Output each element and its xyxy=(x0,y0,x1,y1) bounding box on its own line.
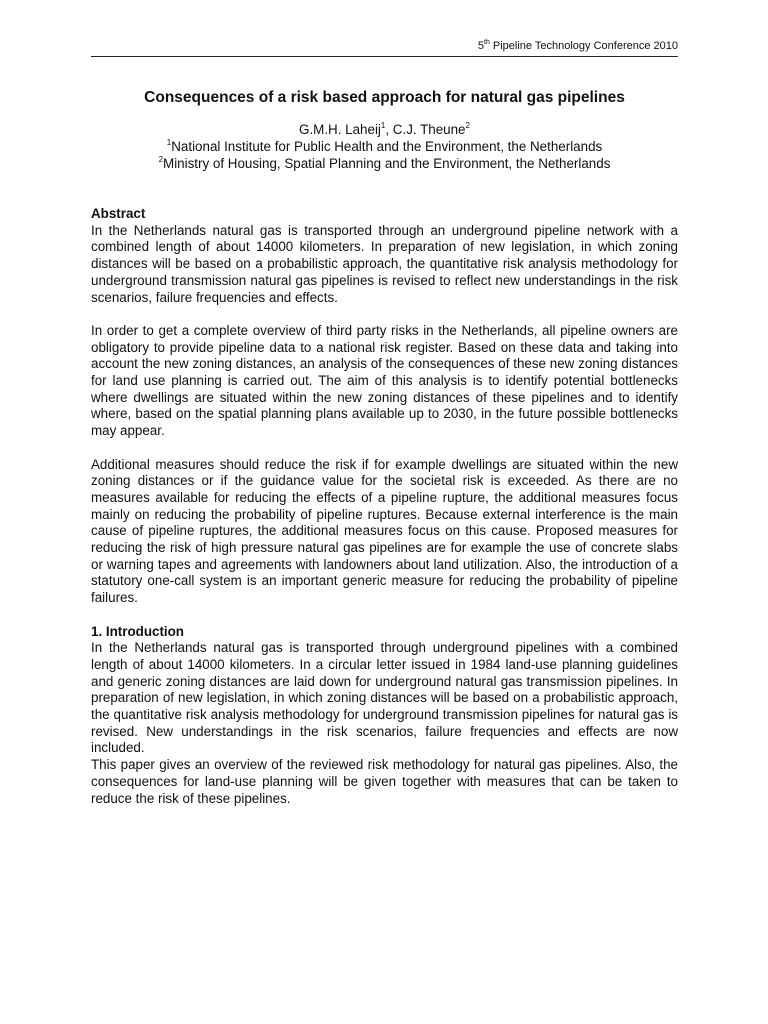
conference-ordinal: th xyxy=(484,39,490,46)
header-rule xyxy=(91,56,678,57)
author-1-affiliation-mark: 1 xyxy=(380,121,386,130)
introduction-heading: 1. Introduction xyxy=(91,623,184,639)
abstract-heading: Abstract xyxy=(91,206,146,221)
introduction-paragraph-1: In the Netherlands natural gas is transported through underground pipelines with a combined length of about 14000 kilometers. In a circular letter issued in 1984 land-use planning guidelines and generic zoning distances are laid down for underground natural gas transmission pipelines. In preparation of new legislation, in which zoning distances will be based on a probabilistic approach, the quantitative risk analysis methodology for underground transmission pipelines for natural gas is revised. New understandings in the risk scenarios, failure frequencies and effects are now included. xyxy=(91,640,678,756)
affiliation-1-text: National Institute for Public Health and the Environment, the Netherlands xyxy=(171,139,603,154)
conference-name: Pipeline Technology Conference 2010 xyxy=(489,40,678,52)
introduction-paragraph-2: This paper gives an overview of the reviewed risk methodology for natural gas pipelines. Also, the consequences for land-use planning will be given together with measures that can be taken to reduce the risk of these pipelines. xyxy=(91,757,678,806)
paper-title: Consequences of a risk based approach for natural gas pipelines xyxy=(144,89,625,106)
conference-number: 5 xyxy=(477,40,484,52)
affiliation-2-text: Ministry of Housing, Spatial Planning and the Environment, the Netherlands xyxy=(163,156,611,171)
affiliation-1-mark: 1 xyxy=(166,138,172,147)
author-block xyxy=(91,121,678,172)
abstract-paragraph-2: In order to get a complete overview of third party risks in the Netherlands, all pipeline owners are obligatory to provide pipeline data to a national risk register. Based on these data and taking into account the new zoning distances, an analysis of the consequences of these new zoning distances for land use planning is carried out. The aim of this analysis is to identify potential bottlenecks where dwellings are situated within the new zoning distances of these pipelines and to identify where, based on the spatial planning plans available up to 2030, in the future possible bottlenecks may appear. xyxy=(91,322,678,439)
affiliation-2 xyxy=(91,155,678,172)
author-2: , C.J. Theune xyxy=(385,122,466,137)
author-line xyxy=(91,121,678,138)
affiliation-2-mark: 2 xyxy=(158,155,164,164)
abstract-paragraph-3: Additional measures should reduce the risk if for example dwellings are situated within the new zoning distances or if the guidance value for the societal risk is exceeded. As there are no measures available for reducing the effects of a pipeline rupture, the additional measures focus mainly on reducing the probability of pipeline ruptures. Because external interference is the main cause of pipeline ruptures, the additional measures focus on this cause. Proposed measures for reducing the risk of high pressure natural gas pipelines are for example the use of concrete slabs or warning tapes and agreements with landowners about land utilization. Also, the introduction of a statutory one-call system is an important generic measure for reducing the probability of pipeline failures. xyxy=(91,456,678,606)
affiliation-1 xyxy=(91,138,678,155)
abstract-paragraph-1: In the Netherlands natural gas is transported through an underground pipeline network with a combined length of about 14000 kilometers. In preparation of new legislation, in which zoning distances will be based on a probabilistic approach, the quantitative risk analysis methodology for underground transmission natural gas pipelines is revised to reflect new understandings in the risk scenarios, failure frequencies and effects. xyxy=(91,222,678,305)
paper-body xyxy=(91,206,678,807)
running-header xyxy=(478,39,678,53)
author-2-affiliation-mark: 2 xyxy=(465,121,470,130)
author-1: G.M.H. Laheij xyxy=(299,122,381,137)
